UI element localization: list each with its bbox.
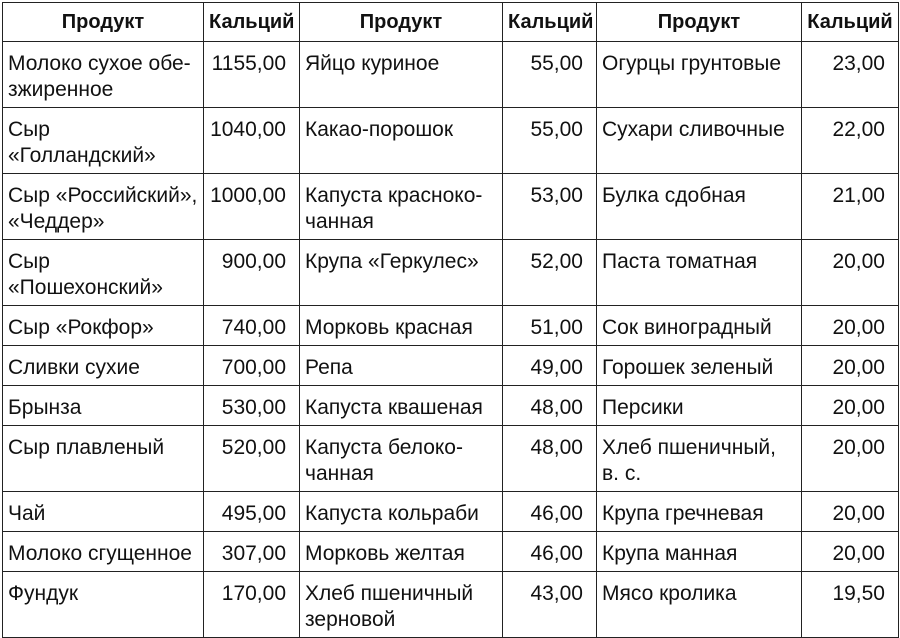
product-name-cell: Молоко сухое обе- зжиренное	[3, 42, 204, 108]
product-name-cell: Капуста квашеная	[300, 386, 503, 426]
product-name-cell: Хлеб пшеничный, в. с.	[597, 426, 802, 492]
product-name-cell: Молоко сгущенное	[3, 532, 204, 572]
header-calcium-3: Кальций	[802, 3, 899, 42]
product-name-cell: Персики	[597, 386, 802, 426]
calcium-value-cell: 20,00	[802, 532, 899, 572]
table-row	[3, 386, 899, 426]
product-name-cell: Горошек зеленый	[597, 346, 802, 386]
calcium-value-cell: 740,00	[204, 306, 300, 346]
calcium-value-cell: 20,00	[802, 492, 899, 532]
calcium-value-cell: 55,00	[503, 108, 597, 174]
product-name-cell: Морковь красная	[300, 306, 503, 346]
table-row	[3, 532, 899, 572]
calcium-value-cell: 170,00	[204, 572, 300, 638]
product-name-cell: Сыр плавленый	[3, 426, 204, 492]
header-calcium-1: Кальций	[204, 3, 300, 42]
product-name-cell: Мясо кролика	[597, 572, 802, 638]
product-name-cell: Крупа манная	[597, 532, 802, 572]
product-name-cell: Хлеб пшеничный зерновой	[300, 572, 503, 638]
product-name-cell: Капуста белоко- чанная	[300, 426, 503, 492]
product-name-cell: Сок виноградный	[597, 306, 802, 346]
product-name-cell: Крупа гречневая	[597, 492, 802, 532]
table-row	[3, 42, 899, 108]
table-row	[3, 306, 899, 346]
calcium-value-cell: 520,00	[204, 426, 300, 492]
table-row	[3, 108, 899, 174]
calcium-value-cell: 51,00	[503, 306, 597, 346]
table-body	[3, 42, 899, 638]
product-name-cell: Крупа «Геркулес»	[300, 240, 503, 306]
product-name-cell: Сухари сливочные	[597, 108, 802, 174]
calcium-value-cell: 530,00	[204, 386, 300, 426]
calcium-value-cell: 20,00	[802, 240, 899, 306]
calcium-value-cell: 55,00	[503, 42, 597, 108]
calcium-value-cell: 20,00	[802, 386, 899, 426]
product-name-cell: Булка сдобная	[597, 174, 802, 240]
calcium-value-cell: 22,00	[802, 108, 899, 174]
calcium-value-cell: 46,00	[503, 532, 597, 572]
calcium-value-cell: 900,00	[204, 240, 300, 306]
calcium-value-cell: 1040,00	[204, 108, 300, 174]
calcium-value-cell: 20,00	[802, 426, 899, 492]
header-row	[3, 3, 899, 42]
product-name-cell: Какао-порошок	[300, 108, 503, 174]
table-row	[3, 492, 899, 532]
product-name-cell: Сыр «Голландский»	[3, 108, 204, 174]
table-row	[3, 174, 899, 240]
calcium-value-cell: 53,00	[503, 174, 597, 240]
header-calcium-2: Кальций	[503, 3, 597, 42]
product-name-cell: Фундук	[3, 572, 204, 638]
calcium-value-cell: 46,00	[503, 492, 597, 532]
calcium-value-cell: 48,00	[503, 386, 597, 426]
calcium-value-cell: 495,00	[204, 492, 300, 532]
calcium-value-cell: 700,00	[204, 346, 300, 386]
product-name-cell: Репа	[300, 346, 503, 386]
calcium-value-cell: 307,00	[204, 532, 300, 572]
product-name-cell: Морковь желтая	[300, 532, 503, 572]
calcium-value-cell: 21,00	[802, 174, 899, 240]
product-name-cell: Капуста кольраби	[300, 492, 503, 532]
table-row	[3, 346, 899, 386]
table-row	[3, 572, 899, 638]
product-name-cell: Сыр «Пошехонский»	[3, 240, 204, 306]
table-row	[3, 240, 899, 306]
calcium-value-cell: 1000,00	[204, 174, 300, 240]
product-name-cell: Яйцо куриное	[300, 42, 503, 108]
calcium-value-cell: 23,00	[802, 42, 899, 108]
calcium-value-cell: 52,00	[503, 240, 597, 306]
product-name-cell: Сливки сухие	[3, 346, 204, 386]
product-name-cell: Огурцы грунтовые	[597, 42, 802, 108]
calcium-value-cell: 1155,00	[204, 42, 300, 108]
calcium-value-cell: 20,00	[802, 306, 899, 346]
product-name-cell: Сыр «Рокфор»	[3, 306, 204, 346]
calcium-table	[2, 2, 899, 638]
calcium-value-cell: 49,00	[503, 346, 597, 386]
product-name-cell: Брынза	[3, 386, 204, 426]
header-product-3: Продукт	[597, 3, 802, 42]
product-name-cell: Паста томатная	[597, 240, 802, 306]
calcium-value-cell: 48,00	[503, 426, 597, 492]
calcium-value-cell: 43,00	[503, 572, 597, 638]
product-name-cell: Сыр «Российский», «Чеддер»	[3, 174, 204, 240]
calcium-value-cell: 19,50	[802, 572, 899, 638]
calcium-value-cell: 20,00	[802, 346, 899, 386]
header-product-2: Продукт	[300, 3, 503, 42]
product-name-cell: Чай	[3, 492, 204, 532]
header-product-1: Продукт	[3, 3, 204, 42]
table-row	[3, 426, 899, 492]
product-name-cell: Капуста красноко- чанная	[300, 174, 503, 240]
